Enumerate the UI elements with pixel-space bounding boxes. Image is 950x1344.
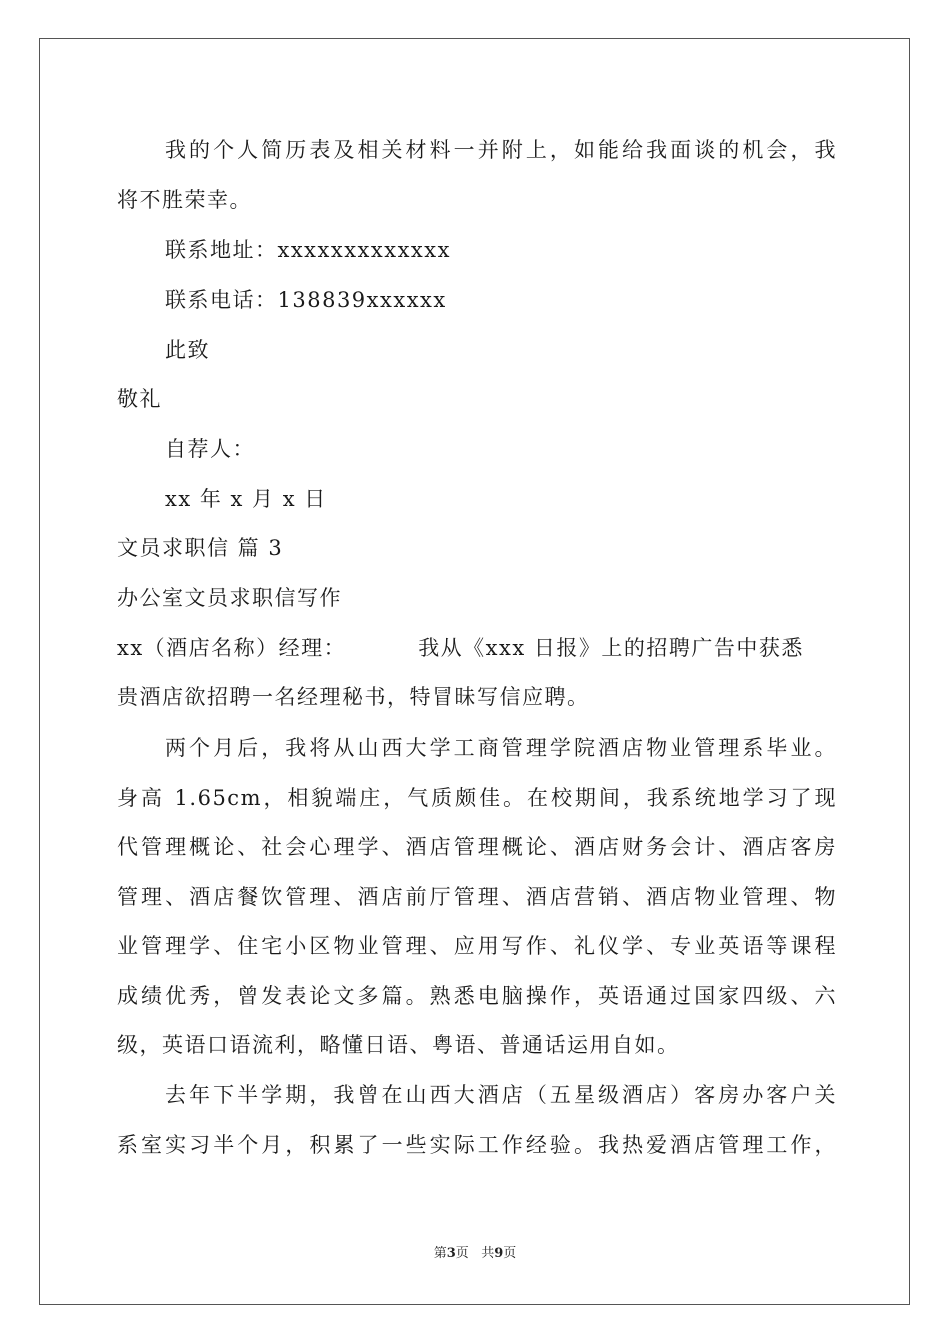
paragraph-line: 去年下半学期，我曾在山西大酒店（五星级酒店）客房办客户关	[165, 1083, 837, 1107]
date-line: xx 年 x 月 x 日	[165, 487, 327, 511]
paragraph-line: 贵酒店欲招聘一名经理秘书，特冒昧写信应聘。	[117, 685, 590, 709]
paragraph-line: 两个月后，我将从山西大学工商管理学院酒店物业管理系毕业。	[165, 736, 837, 760]
letter-recipient: xx（酒店名称）经理：	[117, 636, 347, 660]
closing-regards: 敬礼	[117, 387, 162, 411]
contact-address-line: 联系地址：xxxxxxxxxxxxx	[165, 238, 451, 262]
page-footer	[0, 1245, 950, 1263]
paragraph-line: 级，英语口语流利，略懂日语、粤语、普通话运用自如。	[117, 1033, 680, 1057]
paragraph-line: 我的个人简历表及相关材料一并附上，如能给我面谈的机会，我	[165, 138, 837, 162]
section-heading: 文员求职信 篇 3	[117, 536, 284, 560]
paragraph-line: 成绩优秀，曾发表论文多篇。熟悉电脑操作，英语通过国家四级、六	[117, 984, 837, 1008]
total-unit: 页	[503, 1246, 517, 1261]
closing-salutation: 此致	[165, 338, 210, 362]
current-page-number: 3	[446, 1246, 456, 1261]
contact-phone-line: 联系电话：138839xxxxxx	[165, 288, 447, 312]
signature-label: 自荐人：	[165, 437, 255, 461]
page-prefix: 第	[433, 1246, 447, 1261]
total-pages-number: 9	[494, 1246, 504, 1261]
page-border	[39, 38, 910, 1305]
paragraph-line: 系室实习半个月，积累了一些实际工作经验。我热爱酒店管理工作，	[117, 1133, 837, 1157]
letter-greeting-line	[117, 633, 837, 663]
section-subheading: 办公室文员求职信写作	[117, 586, 342, 610]
letter-opening: 我从《xxx 日报》上的招聘广告中获悉	[418, 636, 804, 660]
paragraph-line: 代管理概论、社会心理学、酒店管理概论、酒店财务会计、酒店客房	[117, 835, 837, 859]
paragraph-line: 业管理学、住宅小区物业管理、应用写作、礼仪学、专业英语等课程	[117, 934, 837, 958]
page-unit: 页	[455, 1246, 469, 1261]
total-prefix: 共	[481, 1246, 495, 1261]
paragraph-line: 将不胜荣幸。	[117, 188, 252, 212]
paragraph-line: 身高 1.65cm，相貌端庄，气质颇佳。在校期间，我系统地学习了现	[117, 786, 837, 810]
paragraph-line: 管理、酒店餐饮管理、酒店前厅管理、酒店营销、酒店物业管理、物	[117, 885, 837, 909]
